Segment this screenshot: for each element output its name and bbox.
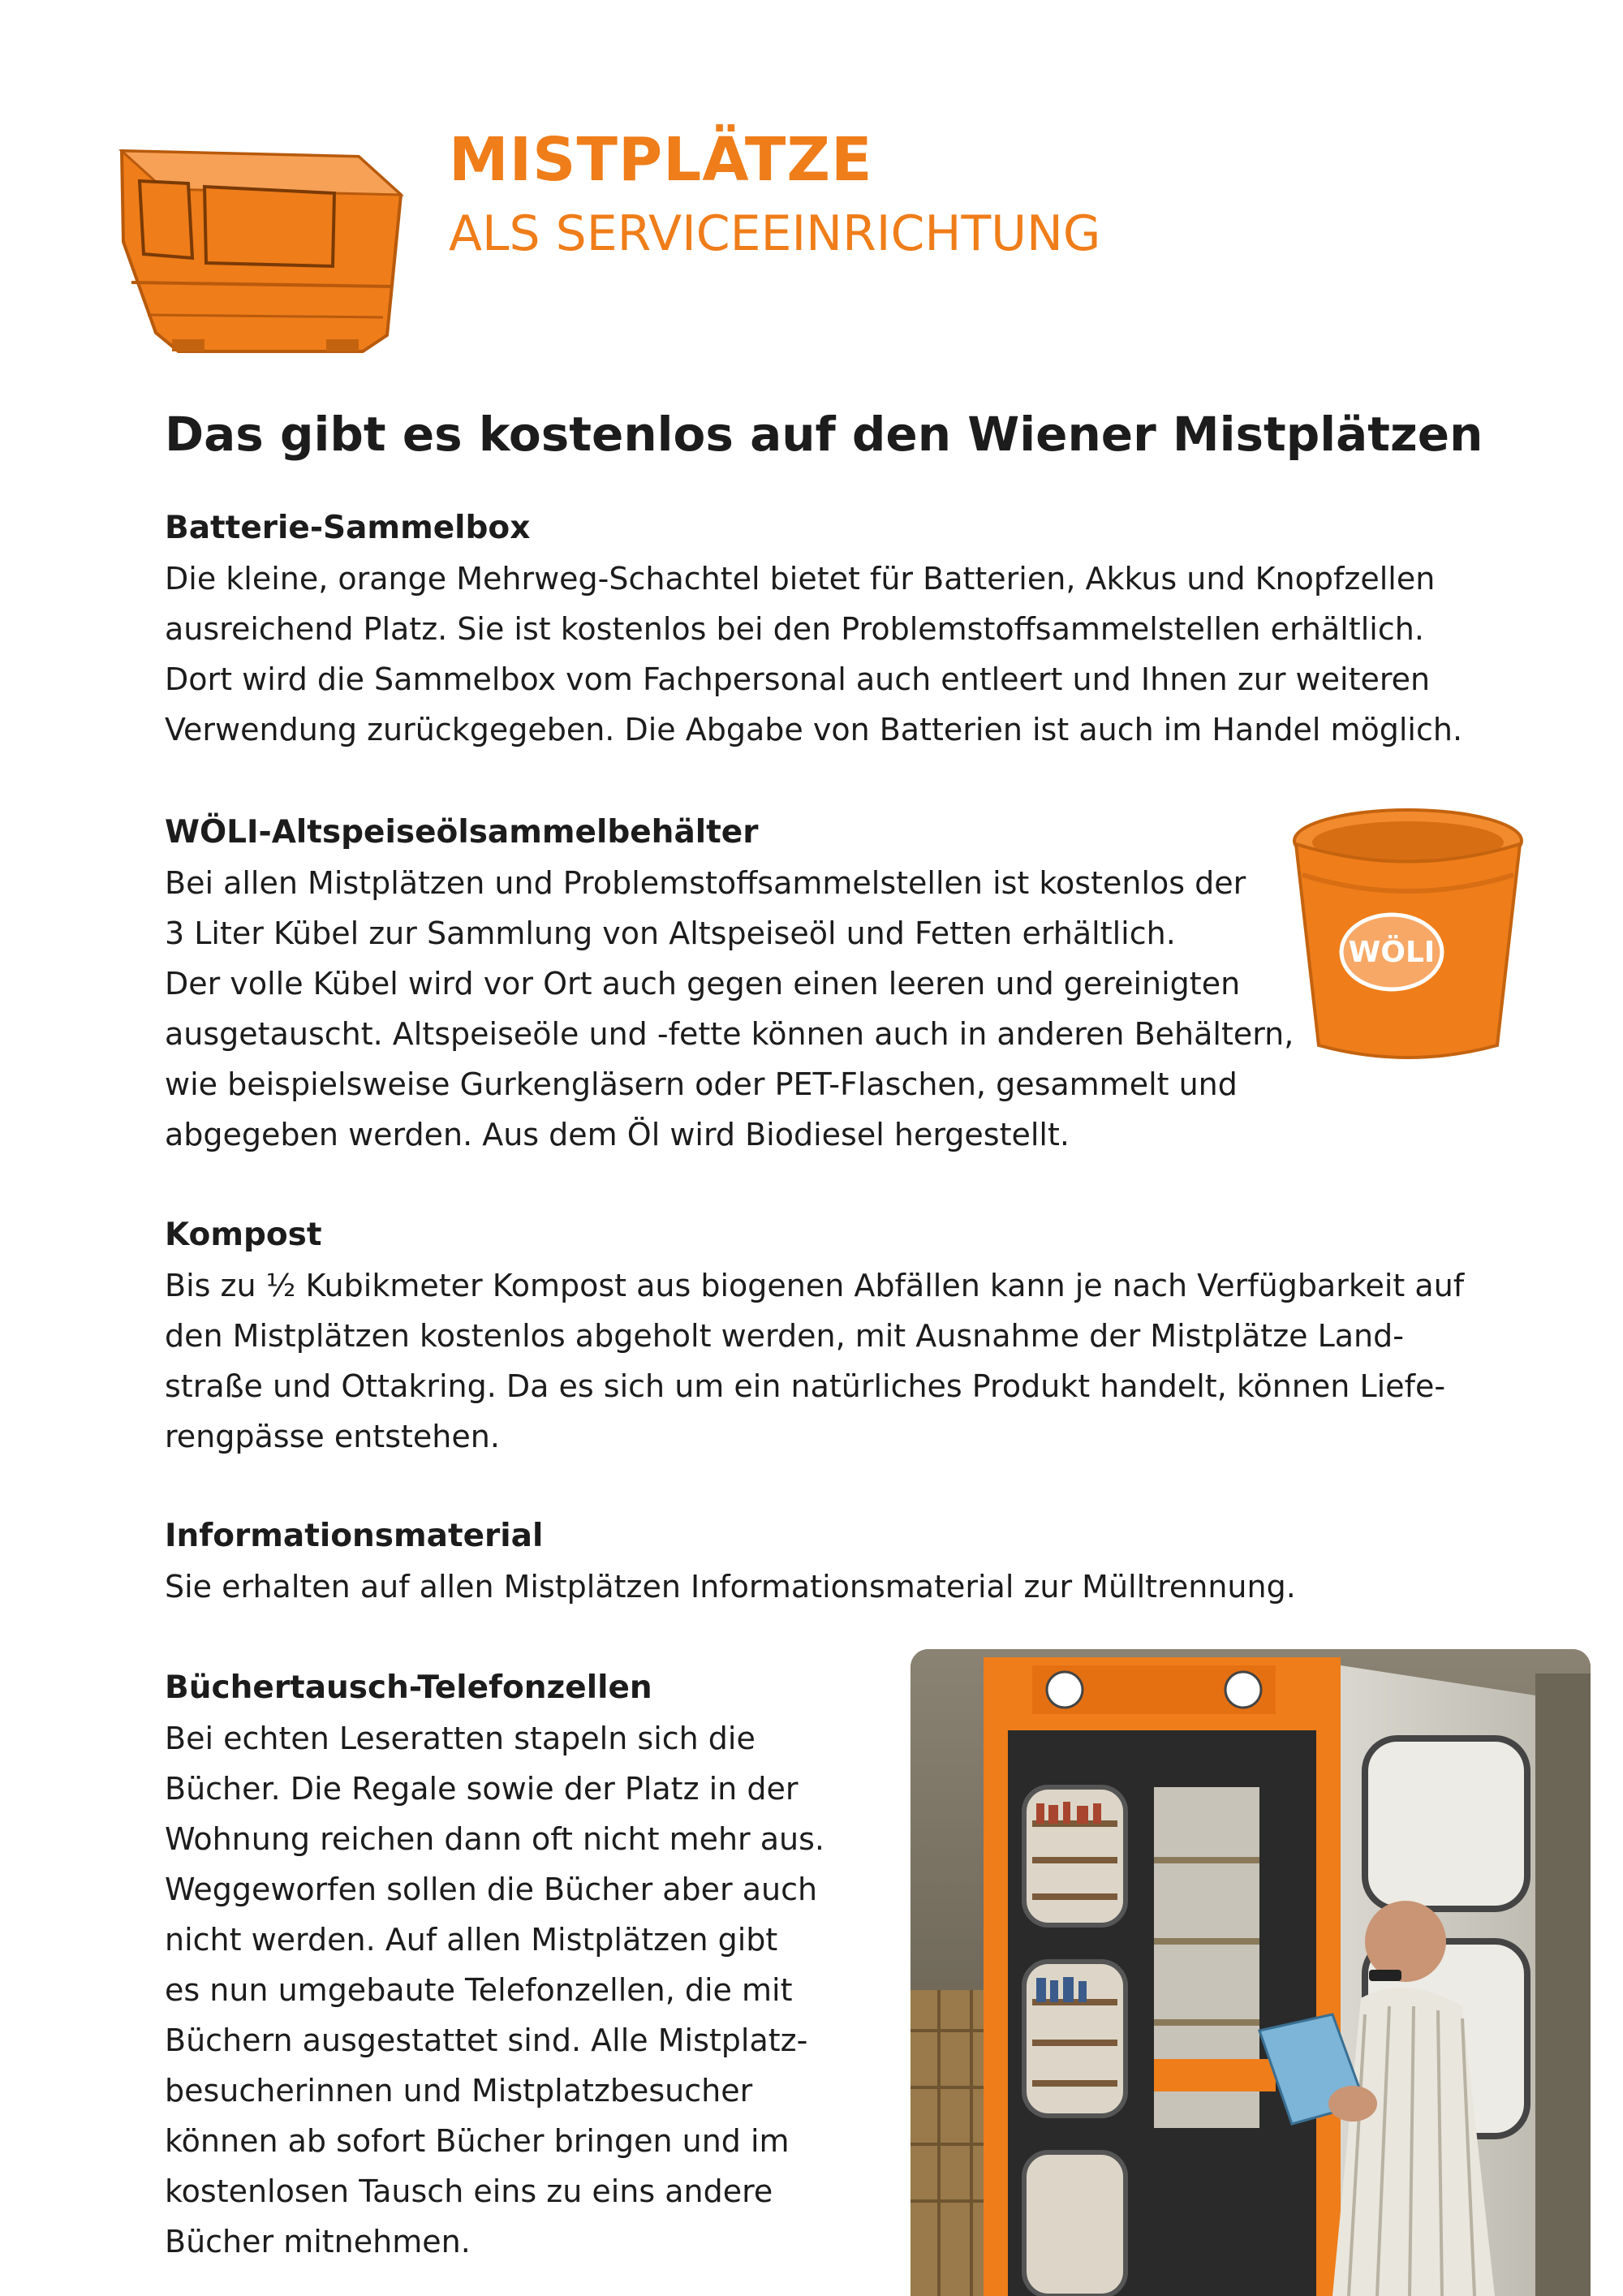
body-line: kostenlosen Tausch eins zu eins andere — [165, 2173, 773, 2209]
body-line: Bei echten Leseratten stapeln sich die — [165, 1721, 756, 1756]
skip-container-icon — [115, 144, 407, 360]
body-line: straße und Ottakring. Da es sich um ein natürliches Produkt handelt, können Liefe- — [165, 1368, 1446, 1404]
body-line: Büchern ausgestattet sind. Alle Mistplatz- — [165, 2022, 808, 2058]
body-line: Bücher. Die Regale sowie der Platz in der — [165, 1771, 799, 1807]
page-subtitle: ALS SERVICEEINRICHTUNG — [449, 205, 1101, 262]
body-line: den Mistplätzen kostenlos abgeholt werden, mit Ausnahme der Mistplätze Land- — [165, 1318, 1404, 1354]
body-line: Bücher mitnehmen. — [165, 2224, 471, 2259]
body-line: Der volle Kübel wird vor Ort auch gegen einen leeren und gereinigten — [165, 966, 1241, 1002]
body-line: Wohnung reichen dann oft nicht mehr aus. — [165, 1821, 824, 1857]
section-heading: Batterie-Sammelbox — [165, 510, 531, 546]
body-line: ausgetauscht. Altspeiseöle und -fette können auch in anderen Behältern, — [165, 1016, 1294, 1052]
section-kompost — [165, 1210, 1544, 1462]
book-exchange-phone-booth-photo — [911, 1649, 1591, 2296]
oil-bucket-image — [1286, 802, 1530, 1070]
body-line: rengpässe entstehen. — [165, 1419, 500, 1454]
section-heading: Büchertausch-Telefonzellen — [165, 1669, 652, 1706]
section-heading: WÖLI-Altspeiseölsammelbehälter — [165, 814, 759, 851]
section-heading: Kompost — [165, 1217, 322, 1253]
section-heading: Informationsmaterial — [165, 1518, 544, 1554]
body-line: Bei allen Mistplätzen und Problemstoffsammelstellen ist kostenlos der — [165, 865, 1246, 901]
body-line: Weggeworfen sollen die Bücher aber auch — [165, 1872, 818, 1907]
body-line: Bis zu ½ Kubikmeter Kompost aus biogenen Abfällen kann je nach Verfügbarkeit auf — [165, 1268, 1465, 1303]
body-line: abgegeben werden. Aus dem Öl wird Biodiesel hergestellt. — [165, 1117, 1070, 1152]
section-body — [165, 554, 1544, 755]
section-buechertausch — [165, 1663, 879, 2267]
body-line: Die kleine, orange Mehrweg-Schachtel bietet für Batterien, Akkus und Knopfzellen — [165, 561, 1436, 597]
section-batterie-sammelbox — [165, 503, 1544, 755]
section-body — [165, 1713, 879, 2267]
body-line: nicht werden. Auf allen Mistplätzen gibt — [165, 1922, 778, 1958]
body-line: Verwendung zurückgegeben. Die Abgabe von Batterien ist auch im Handel möglich. — [165, 712, 1463, 747]
body-line: können ab sofort Bücher bringen und im — [165, 2123, 790, 2159]
body-line: Dort wird die Sammelbox vom Fachpersonal auch entleert und Ihnen zur weiteren — [165, 661, 1431, 697]
bucket-label: WÖLI — [1348, 936, 1436, 969]
body-line: besucherinnen und Mistplatzbesucher — [165, 2073, 753, 2109]
section-informationsmaterial — [165, 1511, 1544, 1612]
page-title: MISTPLÄTZE — [449, 125, 873, 195]
body-line: ausreichend Platz. Sie ist kostenlos bei den Problemstoffsammelstellen erhältlich. — [165, 611, 1424, 647]
body-line: 3 Liter Kübel zur Sammlung von Altspeiseöl und Fetten erhältlich. — [165, 915, 1176, 951]
section-body — [165, 1260, 1544, 1462]
body-line: es nun umgebaute Telefonzellen, die mit — [165, 1972, 793, 2008]
section-woeli — [165, 808, 1317, 1160]
body-line: Sie erhalten auf allen Mistplätzen Informationsmaterial zur Mülltrennung. — [165, 1569, 1296, 1605]
section-body — [165, 1562, 1544, 1612]
section-body — [165, 858, 1317, 1160]
main-headline: Das gibt es kostenlos auf den Wiener Mistplätzen — [165, 407, 1483, 462]
body-line: wie beispielsweise Gurkengläsern oder PET-Flaschen, gesammelt und — [165, 1066, 1238, 1102]
